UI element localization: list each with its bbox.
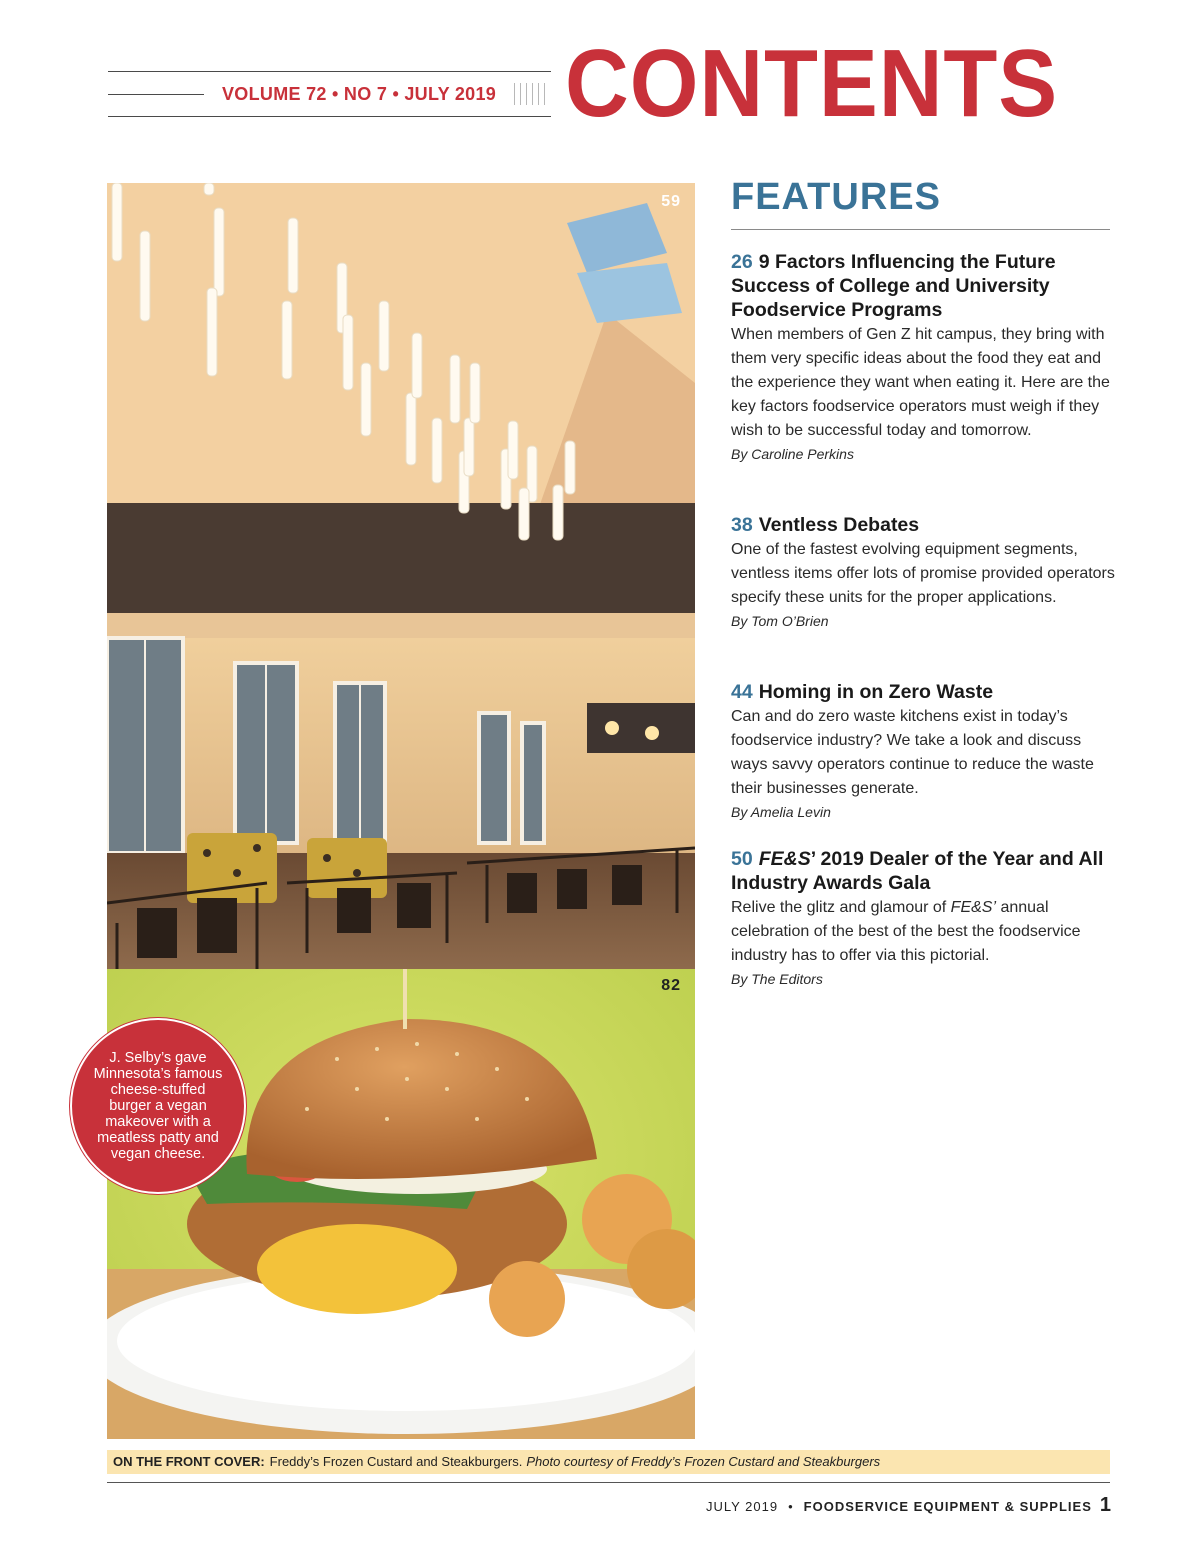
article-item[interactable]: [731, 513, 1115, 629]
article-title[interactable]: [731, 513, 1115, 537]
article-summary: One of the fastest evolving equipment segments, ventless items offer lots of promise provided operators specify these units for the proper applications.: [731, 541, 1115, 606]
article-summary-italic: FE&S’: [950, 899, 997, 916]
dining-hall-illustration: [107, 183, 695, 969]
masthead-rule-bottom: [108, 116, 551, 117]
article-page-number: 50: [731, 848, 753, 870]
page-tag-bottom: 82: [661, 977, 681, 994]
article-summary: Can and do zero waste kitchens exist in today’s foodservice industry? We take a look and discuss ways savvy operators continue to reduce the waste their businesses generate.: [731, 708, 1094, 797]
page-tag-top: 59: [661, 193, 681, 210]
article-title[interactable]: [731, 250, 1115, 322]
article-summary-pre: Relive the glitz and glamour of: [731, 899, 951, 916]
issue-info: VOLUME 72 • NO 7 • JULY 2019: [222, 84, 497, 104]
article-title-text: 9 Factors Influencing the Future Success of College and University Foodservice Programs: [731, 251, 1056, 321]
article-title-italic: FE&S: [758, 848, 811, 870]
page-number: 1: [1099, 1494, 1112, 1516]
article-item[interactable]: [731, 847, 1115, 987]
article-item[interactable]: [731, 250, 1115, 462]
footer-publication: FOODSERVICE EQUIPMENT & SUPPLIES: [803, 1499, 1092, 1514]
features-heading: FEATURES: [731, 176, 941, 218]
article-page-number: 26: [731, 251, 753, 273]
footer-rule: [107, 1482, 1110, 1483]
footer-date: JULY 2019: [705, 1499, 779, 1514]
article-byline: By Amelia Levin: [731, 804, 831, 820]
cover-note-label: ON THE FRONT COVER:: [113, 1454, 265, 1469]
article-summary: When members of Gen Z hit campus, they bring with them very specific ideas about the food they eat and the experience they want when eating it. Here are the key factors foodservice operators must weigh if they wish to be successful today and tomorrow.: [731, 326, 1110, 439]
article-page-number: 44: [731, 681, 753, 703]
features-rule: [731, 229, 1110, 230]
photo-caption-badge: [70, 1018, 246, 1194]
page-footer: [706, 1494, 1112, 1517]
article-item[interactable]: [731, 680, 1115, 820]
footer-separator: •: [788, 1499, 794, 1514]
cover-note-text: Freddy’s Frozen Custard and Steakburgers.: [269, 1454, 523, 1469]
masthead-ticks: [514, 83, 550, 105]
masthead-rule-top: [108, 71, 551, 72]
article-title-text: Homing in on Zero Waste: [758, 681, 994, 703]
dining-hall-photo[interactable]: [107, 183, 695, 969]
article-byline: By Tom O’Brien: [731, 613, 829, 629]
article-title[interactable]: [731, 680, 1115, 704]
page-title: CONTENTS: [565, 30, 1059, 137]
article-byline: By The Editors: [731, 971, 823, 987]
article-byline: By Caroline Perkins: [731, 446, 854, 462]
article-page-number: 38: [731, 514, 753, 536]
article-title[interactable]: [731, 847, 1115, 895]
article-summary: [731, 896, 1115, 968]
article-title-text: ’ 2019 Dealer of the Year and All Industry Awards Gala: [731, 848, 1104, 894]
photo-caption-text: J. Selby’s gave Minnesota’s famous cheese-stuffed burger a vegan makeover with a meatless patty and vegan cheese.: [93, 1050, 223, 1162]
front-cover-note: [107, 1450, 1110, 1474]
article-title-text: Ventless Debates: [758, 514, 920, 536]
cover-photo-credit: Photo courtesy of Freddy’s Frozen Custard and Steakburgers: [526, 1454, 881, 1469]
masthead-rule-short: [108, 94, 204, 95]
article-summary-post: annual celebration of the best of the best the foodservice industry has to offer via this pictorial.: [731, 899, 1081, 964]
